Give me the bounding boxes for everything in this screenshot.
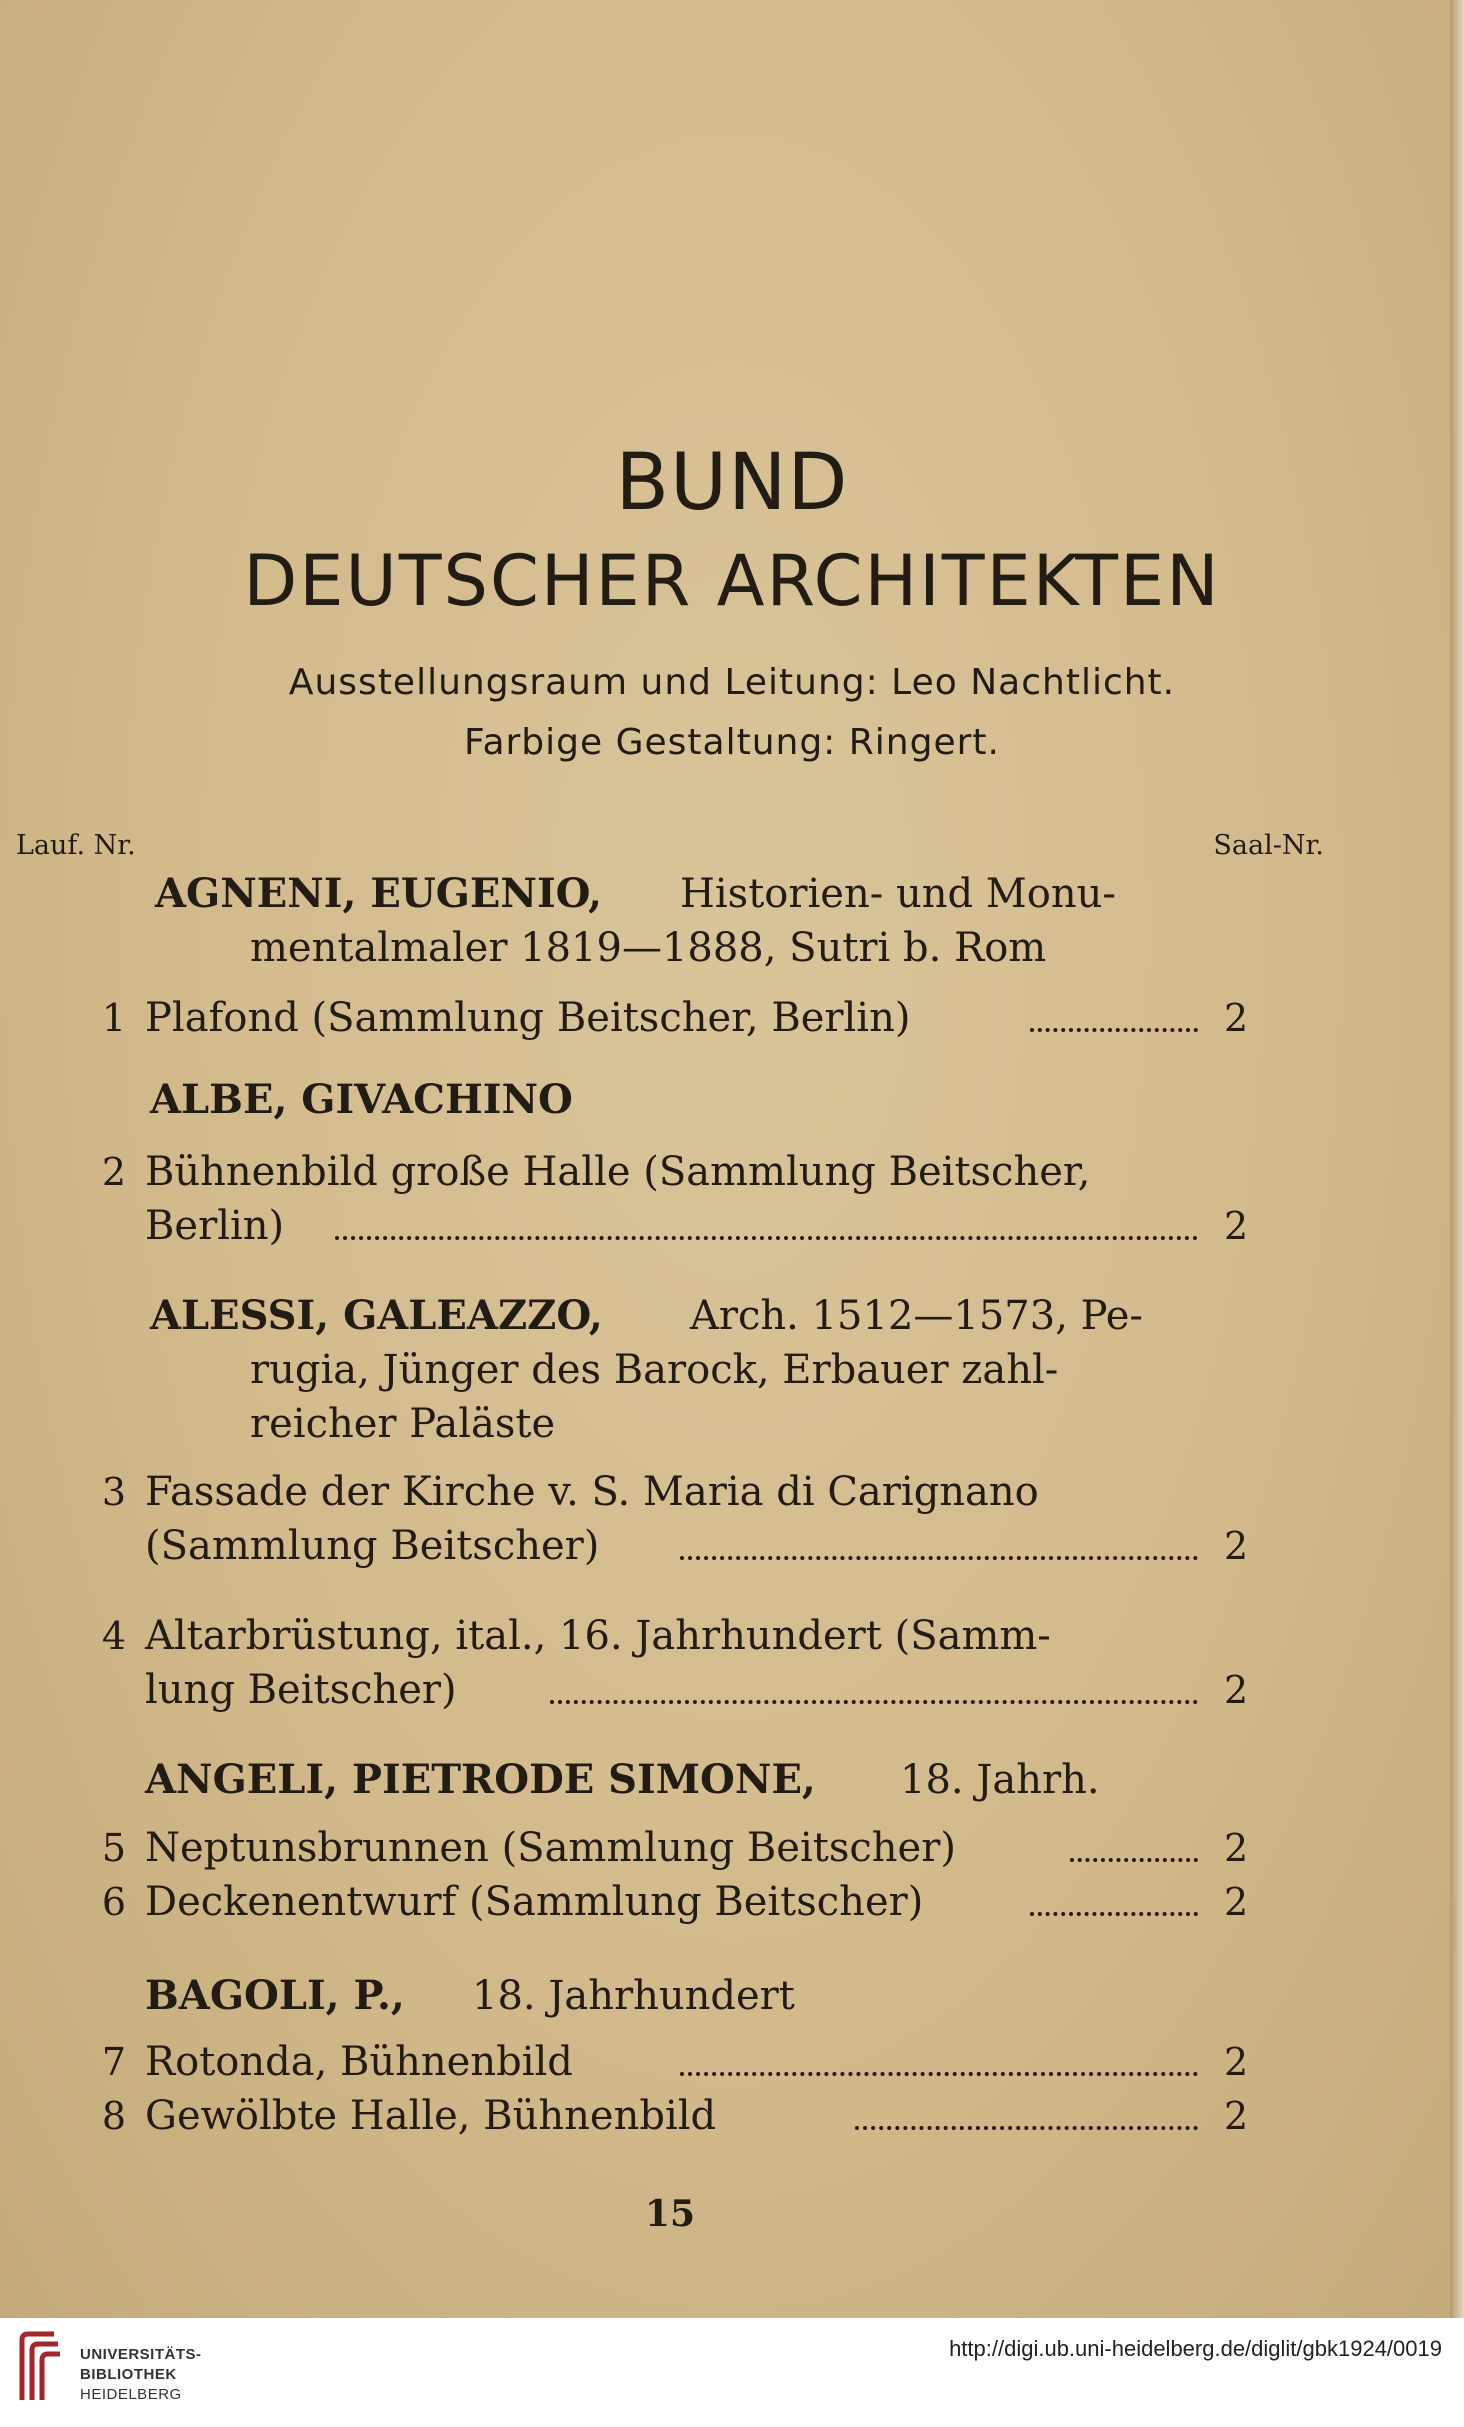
leader-dots <box>1070 1858 1198 1862</box>
saal-number: 2 <box>1224 1204 1249 1248</box>
library-name-line1: UNIVERSITÄTS- <box>80 2346 202 2363</box>
item-number: 2 <box>101 1150 126 1194</box>
title-bund: BUND <box>615 438 849 528</box>
source-url-link[interactable]: http://digi.ub.uni-heidelberg.de/diglit/gbk1924/0019 <box>949 2336 1442 2361</box>
artist-desc: 18. Jahrhundert <box>472 1973 795 2019</box>
artist-name: ALESSI, GALEAZZO, <box>150 1292 603 1339</box>
title-deutscher-architekten: DEUTSCHER ARCHITEKTEN <box>243 540 1221 622</box>
leader-dots <box>550 1700 1198 1704</box>
item-title: Deckenentwurf (Sammlung Beitscher) <box>145 1879 924 1925</box>
column-header-saal: Saal-Nr. <box>1213 830 1324 861</box>
saal-number: 2 <box>1224 1826 1249 1870</box>
page-number: 15 <box>644 2193 696 2235</box>
saal-number: 2 <box>1224 1880 1249 1924</box>
item-number: 6 <box>101 1880 126 1924</box>
page-edge <box>1450 0 1464 2318</box>
leader-dots <box>335 1236 1198 1240</box>
saal-number: 2 <box>1224 2094 1249 2138</box>
saal-number: 2 <box>1224 996 1249 1040</box>
item-number: 7 <box>101 2040 126 2084</box>
item-title: Bühnenbild große Halle (Sammlung Beitscher, <box>145 1149 1091 1195</box>
artist-desc: Historien- und Monu- <box>680 871 1116 917</box>
saal-number: 2 <box>1224 1668 1249 1712</box>
artist-desc: Arch. 1512—1573, Pe- <box>690 1293 1143 1339</box>
item-number: 5 <box>101 1826 126 1870</box>
item-title: (Sammlung Beitscher) <box>145 1523 600 1569</box>
item-number: 1 <box>101 996 126 1040</box>
leader-dots <box>680 2072 1198 2076</box>
item-title: Altarbrüstung, ital., 16. Jahrhundert (Samm- <box>145 1613 1051 1659</box>
column-header-lauf: Lauf. Nr. <box>16 830 136 861</box>
artist-name: AGNENI, EUGENIO, <box>155 870 603 917</box>
leader-dots <box>855 2126 1198 2130</box>
item-title: Plafond (Sammlung Beitscher, Berlin) <box>145 995 911 1041</box>
item-number: 3 <box>101 1470 126 1514</box>
item-number: 4 <box>101 1614 126 1658</box>
subtitle-leitung: Ausstellungsraum und Leitung: Leo Nachtlicht. <box>288 662 1176 703</box>
footer-bar <box>0 2318 1464 2427</box>
artist-desc: 18. Jahrh. <box>900 1757 1100 1803</box>
artist-name: BAGOLI, P., <box>145 1972 405 2019</box>
item-number: 8 <box>101 2094 126 2138</box>
leader-dots <box>680 1556 1198 1560</box>
subtitle-gestaltung: Farbige Gestaltung: Ringert. <box>464 722 1000 763</box>
item-title: Rotonda, Bühnenbild <box>145 2039 573 2085</box>
saal-number: 2 <box>1224 1524 1249 1568</box>
library-logo-icon <box>14 2330 64 2404</box>
artist-desc: mentalmaler 1819—1888, Sutri b. Rom <box>250 925 1047 971</box>
artist-name: ANGELI, PIETRODE SIMONE, <box>145 1756 816 1803</box>
artist-name: ALBE, GIVACHINO <box>150 1076 573 1123</box>
item-title: lung Beitscher) <box>145 1667 457 1713</box>
item-title: Gewölbte Halle, Bühnenbild <box>145 2093 717 2139</box>
library-name-line2: BIBLIOTHEK <box>80 2366 177 2383</box>
leader-dots <box>1030 1912 1198 1916</box>
library-name-line3: HEIDELBERG <box>80 2386 182 2403</box>
leader-dots <box>1030 1028 1198 1032</box>
item-title: Fassade der Kirche v. S. Maria di Carignano <box>145 1469 1039 1515</box>
artist-desc: reicher Paläste <box>250 1401 556 1447</box>
item-title: Berlin) <box>145 1203 285 1249</box>
artist-desc: rugia, Jünger des Barock, Erbauer zahl- <box>250 1347 1059 1393</box>
item-title: Neptunsbrunnen (Sammlung Beitscher) <box>145 1825 956 1871</box>
saal-number: 2 <box>1224 2040 1249 2084</box>
